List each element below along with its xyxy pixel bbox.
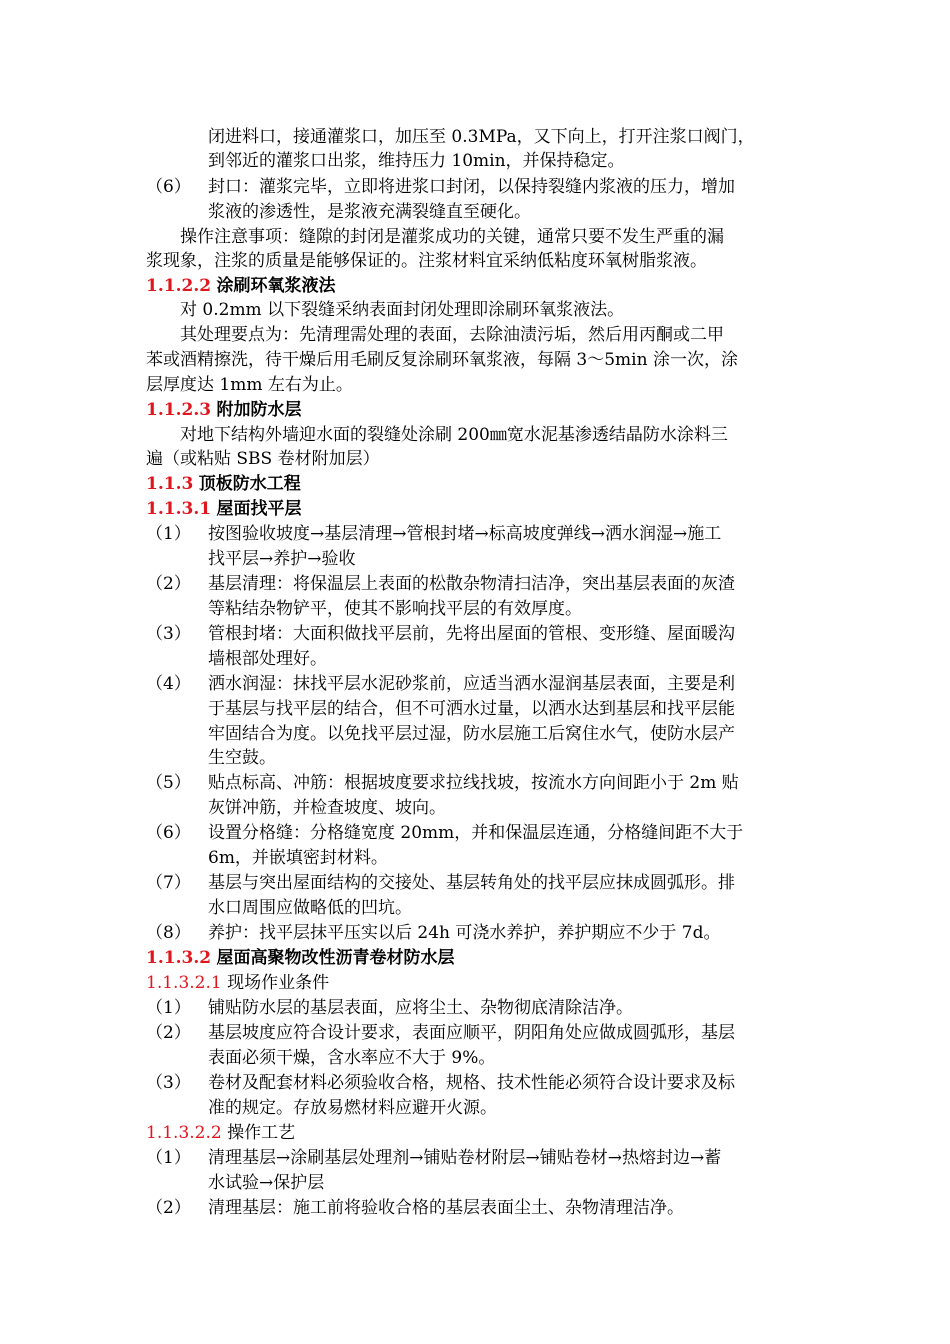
- section-heading-1-1-3-2-1: [146, 971, 329, 995]
- item-text: 于基层与找平层的结合，但不可洒水过量，以洒水达到基层和找平层能: [208, 699, 735, 719]
- section-heading-1-1-2-3: [146, 398, 301, 422]
- heading-title: 附加防水层: [216, 400, 302, 420]
- item-number: （1）: [146, 524, 191, 544]
- paragraph-line: 层厚度达 1mm 左右为止。: [146, 375, 353, 395]
- paragraph-line: 到邻近的灌浆口出浆，维持压力 10min，并保持稳定。: [208, 151, 625, 171]
- paragraph-line: 对 0.2mm 以下裂缝采纳表面封闭处理即涂刷环氧浆液法。: [180, 300, 625, 320]
- item-text: 灰饼冲筋，并检查坡度、坡向。: [208, 798, 446, 818]
- item-number: （2）: [146, 574, 191, 594]
- item-text: 养护：找平层抹平压实以后 24h 可浇水养护，养护期应不少于 7d。: [208, 923, 721, 943]
- heading-title: 操作工艺: [227, 1123, 296, 1143]
- paragraph-line: 操作注意事项：缝隙的封闭是灌浆成功的关键，通常只要不发生严重的漏: [180, 227, 724, 247]
- paragraph-line: 其处理要点为：先清理需处理的表面，去除油渍污垢，然后用丙酮或二甲: [180, 325, 724, 345]
- paragraph-line: 浆现象，注浆的质量是能够保证的。注浆材料宜采纳低粘度环氧树脂浆液。: [146, 251, 707, 271]
- item-text: 水试验→保护层: [208, 1173, 325, 1193]
- section-heading-1-1-3-2-2: [146, 1121, 295, 1145]
- item-text: 基层与突出屋面结构的交接处、基层转角处的找平层应抹成圆弧形。排: [208, 873, 735, 893]
- heading-number: 1.1.3.2.2: [146, 1123, 222, 1143]
- item-number: （2）: [146, 1023, 191, 1043]
- section-heading-1-1-3-2: [146, 946, 454, 970]
- item-number: （7）: [146, 873, 191, 893]
- item-number: （3）: [146, 624, 191, 644]
- item-number: （3）: [146, 1073, 191, 1093]
- item-number: （2）: [146, 1198, 191, 1218]
- item-number: （8）: [146, 923, 191, 943]
- heading-title: 屋面高聚物改性沥青卷材防水层: [216, 948, 455, 968]
- item-number: （1）: [146, 998, 191, 1018]
- heading-title: 涂刷环氧浆液法: [216, 276, 336, 296]
- heading-number: 1.1.3.2.1: [146, 973, 222, 993]
- item-text: 墙根部处理好。: [208, 649, 327, 669]
- item-text: 表面必须干燥，含水率应不大于 9%。: [208, 1048, 496, 1068]
- heading-title: 现场作业条件: [227, 973, 330, 993]
- heading-number: 1.1.3.1: [146, 499, 212, 519]
- item-number: （6）: [146, 823, 191, 843]
- heading-number: 1.1.2.2: [146, 276, 212, 296]
- item-text: 6m，并嵌填密封材料。: [208, 848, 388, 868]
- item-text: 牢固结合为度。以免找平层过湿，防水层施工后窝住水气，使防水层产: [208, 724, 735, 744]
- item-text: 洒水润湿：抹找平层水泥砂浆前，应适当洒水湿润基层表面，主要是利: [208, 674, 735, 694]
- section-heading-1-1-3: [146, 472, 301, 496]
- item-text: 管根封堵：大面积做找平层前，先将出屋面的管根、变形缝、屋面暖沟: [208, 624, 735, 644]
- paragraph-line: 遍（或粘贴 SBS 卷材附加层）: [146, 449, 380, 469]
- section-heading-1-1-3-1: [146, 497, 301, 521]
- item-text: 准的规定。存放易燃材料应避开火源。: [208, 1098, 497, 1118]
- item-number: （4）: [146, 674, 191, 694]
- heading-title: 屋面找平层: [216, 499, 302, 519]
- item-text: 等粘结杂物铲平，使其不影响找平层的有效厚度。: [208, 599, 582, 619]
- item-text: 封口：灌浆完毕，立即将进浆口封闭，以保持裂缝内浆液的压力，增加: [208, 177, 735, 197]
- item-text: 生空鼓。: [208, 748, 276, 768]
- heading-title: 顶板防水工程: [198, 474, 301, 494]
- item-text: 基层清理：将保温层上表面的松散杂物清扫洁净，突出基层表面的灰渣: [208, 574, 735, 594]
- heading-number: 1.1.3.2: [146, 948, 212, 968]
- item-text: 卷材及配套材料必须验收合格，规格、技术性能必须符合设计要求及标: [208, 1073, 735, 1093]
- item-text: 基层坡度应符合设计要求，表面应顺平，阴阳角处应做成圆弧形，基层: [208, 1023, 735, 1043]
- paragraph-line: 闭进料口，接通灌浆口，加压至 0.3MPa，又下向上，打开注浆口阀门，: [208, 127, 755, 147]
- item-text: 按图验收坡度→基层清理→管根封堵→标高坡度弹线→洒水润湿→施工: [208, 524, 722, 544]
- item-number: （1）: [146, 1148, 191, 1168]
- paragraph-line: 对地下结构外墙迎水面的裂缝处涂刷 200㎜宽水泥基渗透结晶防水涂料三: [180, 425, 728, 445]
- item-number: （6）: [146, 177, 191, 197]
- heading-number: 1.1.3: [146, 474, 194, 494]
- item-text: 贴点标高、冲筋：根据坡度要求拉线找坡，按流水方向间距小于 2m 贴: [208, 773, 739, 793]
- item-text: 清理基层→涂刷基层处理剂→铺贴卷材附层→铺贴卷材→热熔封边→蓄: [208, 1148, 722, 1168]
- item-text: 设置分格缝：分格缝宽度 20mm，并和保温层连通，分格缝间距不大于: [208, 823, 744, 843]
- item-number: （5）: [146, 773, 191, 793]
- item-text: 浆液的渗透性，是浆液充满裂缝直至硬化。: [208, 202, 531, 222]
- item-text: 铺贴防水层的基层表面，应将尘土、杂物彻底清除洁净。: [208, 998, 633, 1018]
- item-text: 水口周围应做略低的凹坑。: [208, 898, 412, 918]
- section-heading-1-1-2-2: [146, 274, 335, 298]
- item-text: 清理基层：施工前将验收合格的基层表面尘土、杂物清理洁净。: [208, 1198, 684, 1218]
- item-text: 找平层→养护→验收: [208, 549, 356, 569]
- paragraph-line: 苯或酒精擦洗，待干燥后用毛刷反复涂刷环氧浆液，每隔 3～5min 涂一次，涂: [146, 350, 738, 370]
- heading-number: 1.1.2.3: [146, 400, 212, 420]
